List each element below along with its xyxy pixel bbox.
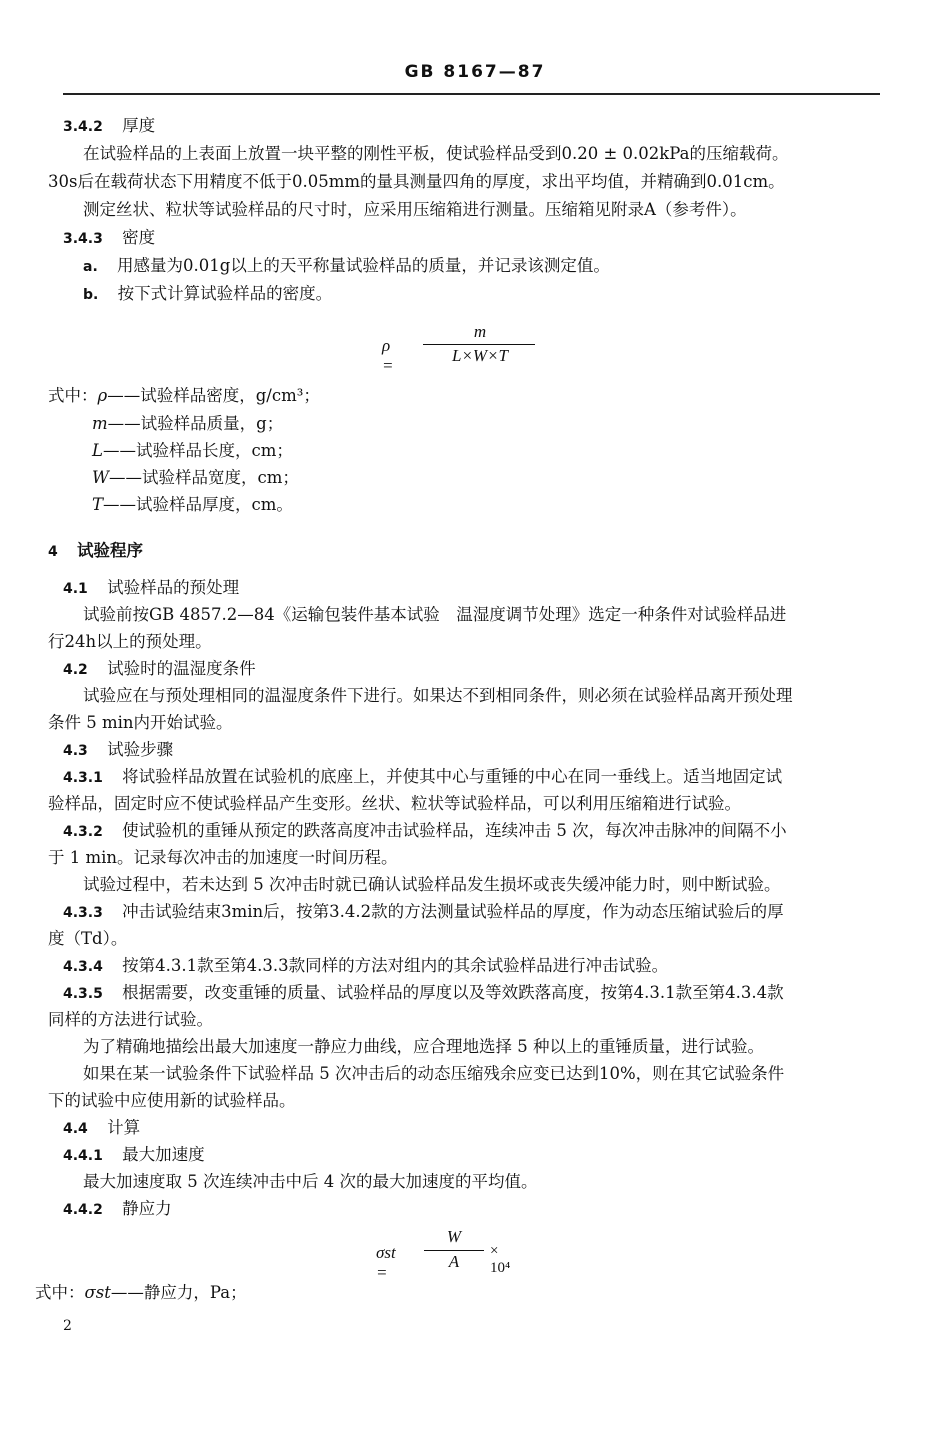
section-4-3-5 <box>63 983 784 1004</box>
section-3-4-3-heading <box>63 228 155 249</box>
section-title: 静应力 <box>122 1199 172 1218</box>
section-4-4-heading <box>63 1118 140 1139</box>
section-4-3-2 <box>63 821 787 842</box>
symbol: m <box>92 414 108 433</box>
paragraph-line: 试验过程中，若未达到 5 次冲击时就已确认试验样品发生损坏或丧失缓冲能力时，则中断试验。 <box>83 875 781 894</box>
section-4-2-heading <box>63 659 256 680</box>
formula-denominator: A <box>448 1252 460 1271</box>
section-title: 最大加速度 <box>122 1145 205 1164</box>
page-number: 2 <box>63 1318 72 1334</box>
section-title: 试验程序 <box>77 541 143 560</box>
section-number: 4.1 <box>63 581 88 597</box>
paragraph-line: 行24h以上的预处理。 <box>48 632 212 651</box>
section-3-4-2-heading <box>63 116 155 137</box>
section-title: 试验样品的预处理 <box>107 578 240 597</box>
list-text: 按下式计算试验样品的密度。 <box>117 284 333 303</box>
section-number: 4.3.4 <box>63 959 103 975</box>
paragraph-line: 试验应在与预处理相同的温湿度条件下进行。如果达不到相同条件，则必须在试验样品离开预处理 <box>83 686 793 705</box>
standard-number-header: GB 8167—87 <box>404 62 546 82</box>
paragraph-line: 同样的方法进行试验。 <box>48 1010 213 1029</box>
paragraph-line: 如果在某一试验条件下试验样品 5 次冲击后的动态压缩残余应变已达到10%，则在其它试验条件 <box>83 1064 785 1083</box>
section-number: 4.3 <box>63 743 88 759</box>
symbol-description: ——试验样品厚度，cm。 <box>103 495 293 514</box>
formula-lhs: σst = <box>376 1243 396 1282</box>
section-number: 3.4.2 <box>63 119 103 135</box>
section-title: 厚度 <box>122 116 156 135</box>
section-4-3-4 <box>63 956 668 977</box>
section-number: 4 <box>48 544 58 560</box>
symbol: σst <box>84 1283 111 1302</box>
section-title: 计算 <box>107 1118 141 1137</box>
paragraph-text: 根据需要，改变重锤的质量、试验样品的厚度以及等效跌落高度，按第4.3.1款至第4.3.4款 <box>122 983 784 1002</box>
paragraph-line: 在试验样品的上表面上放置一块平整的刚性平板，使试验样品受到0.20 ± 0.02kPa的压缩载荷。 <box>83 144 789 163</box>
symbol-description: ——试验样品长度，cm； <box>102 441 293 460</box>
symbol: W <box>92 468 109 487</box>
paragraph-text: 按第4.3.1款至第4.3.3款同样的方法对组内的其余试验样品进行冲击试验。 <box>122 956 669 975</box>
where-line <box>48 386 320 406</box>
list-item-a <box>83 256 610 277</box>
formula-numerator: W <box>446 1227 462 1246</box>
section-4-4-1-heading <box>63 1145 205 1166</box>
list-item-b <box>83 284 332 305</box>
paragraph-line: 验样品，固定时应不使试验样品产生变形。丝状、粒状等试验样品，可以利用压缩箱进行试验。 <box>48 794 741 813</box>
section-number: 4.2 <box>63 662 88 678</box>
section-number: 4.4 <box>63 1121 88 1137</box>
section-4-3-1 <box>63 767 782 788</box>
where-lead: 式中： <box>35 1283 85 1302</box>
paragraph-line: 测定丝状、粒状等试验样品的尺寸时，应采用压缩箱进行测量。压缩箱见附录A（参考件）。 <box>83 200 747 219</box>
symbol-description: ——试验样品密度，g/cm³； <box>107 386 320 405</box>
section-number: 4.3.1 <box>63 770 103 786</box>
symbol-description: ——试验样品宽度，cm； <box>108 468 299 487</box>
chapter-4-heading <box>48 541 143 562</box>
section-number: 4.4.2 <box>63 1202 103 1218</box>
where-lead: 式中： <box>48 386 98 405</box>
paragraph-line: 试验前按GB 4857.2—84《运输包装件基本试验 温湿度调节处理》选定一种条件对试验样品进 <box>83 605 787 624</box>
symbol-description: ——静应力，Pa； <box>110 1283 247 1302</box>
section-number: 4.3.5 <box>63 986 103 1002</box>
header-rule <box>63 93 880 95</box>
formula-multiplier: × 10⁴ <box>490 1243 511 1276</box>
list-marker: a. <box>83 259 98 275</box>
paragraph-line: 度（Td）。 <box>48 929 128 948</box>
where-line <box>92 495 293 515</box>
paragraph-line: 于 1 min。记录每次冲击的加速度一时间历程。 <box>48 848 398 867</box>
section-title: 试验时的温湿度条件 <box>107 659 256 678</box>
symbol: ρ <box>97 386 108 405</box>
formula-numerator: m <box>473 322 487 341</box>
formula-lhs: ρ = <box>382 336 394 375</box>
paragraph-line: 最大加速度取 5 次连续冲击中后 4 次的最大加速度的平均值。 <box>83 1172 538 1191</box>
section-number: 4.3.3 <box>63 905 103 921</box>
section-title: 试验步骤 <box>107 740 174 759</box>
symbol: T <box>92 495 104 514</box>
list-marker: b. <box>83 287 99 303</box>
paragraph-line: 下的试验中应使用新的试验样品。 <box>48 1091 296 1110</box>
paragraph-line: 为了精确地描绘出最大加速度一静应力曲线，应合理地选择 5 种以上的重锤质量，进行试验。 <box>83 1037 764 1056</box>
formula-denominator: L×W×T <box>451 346 508 365</box>
section-number: 4.4.1 <box>63 1148 103 1164</box>
where-line <box>92 441 293 461</box>
section-number: 4.3.2 <box>63 824 103 840</box>
where-line <box>92 468 299 488</box>
section-4-4-2-heading <box>63 1199 172 1220</box>
section-title: 密度 <box>122 228 156 247</box>
paragraph-text: 将试验样品放置在试验机的底座上，并使其中心与重锤的中心在同一垂线上。适当地固定试 <box>122 767 783 786</box>
symbol: L <box>92 441 103 460</box>
list-text: 用感量为0.01g以上的天平称量试验样品的质量，并记录该测定值。 <box>117 256 610 275</box>
paragraph-line: 条件 5 min内开始试验。 <box>48 713 233 732</box>
fraction-bar <box>424 1250 484 1251</box>
paragraph-text: 冲击试验结束3min后，按第3.4.2款的方法测量试验样品的厚度，作为动态压缩试验后的厚 <box>122 902 784 921</box>
where-line <box>35 1283 247 1303</box>
section-4-3-heading <box>63 740 173 761</box>
symbol-description: ——试验样品质量，g； <box>107 414 284 433</box>
where-line <box>92 414 283 434</box>
paragraph-line: 30s后在载荷状态下用精度不低于0.05mm的量具测量四角的厚度，求出平均值，并精确到0.01cm。 <box>48 172 785 191</box>
fraction-bar <box>423 344 535 345</box>
paragraph-text: 使试验机的重锤从预定的跌落高度冲击试验样品，连续冲击 5 次，每次冲击脉冲的间隔不小 <box>122 821 787 840</box>
section-number: 3.4.3 <box>63 231 103 247</box>
section-4-3-3 <box>63 902 784 923</box>
section-4-1-heading <box>63 578 239 599</box>
